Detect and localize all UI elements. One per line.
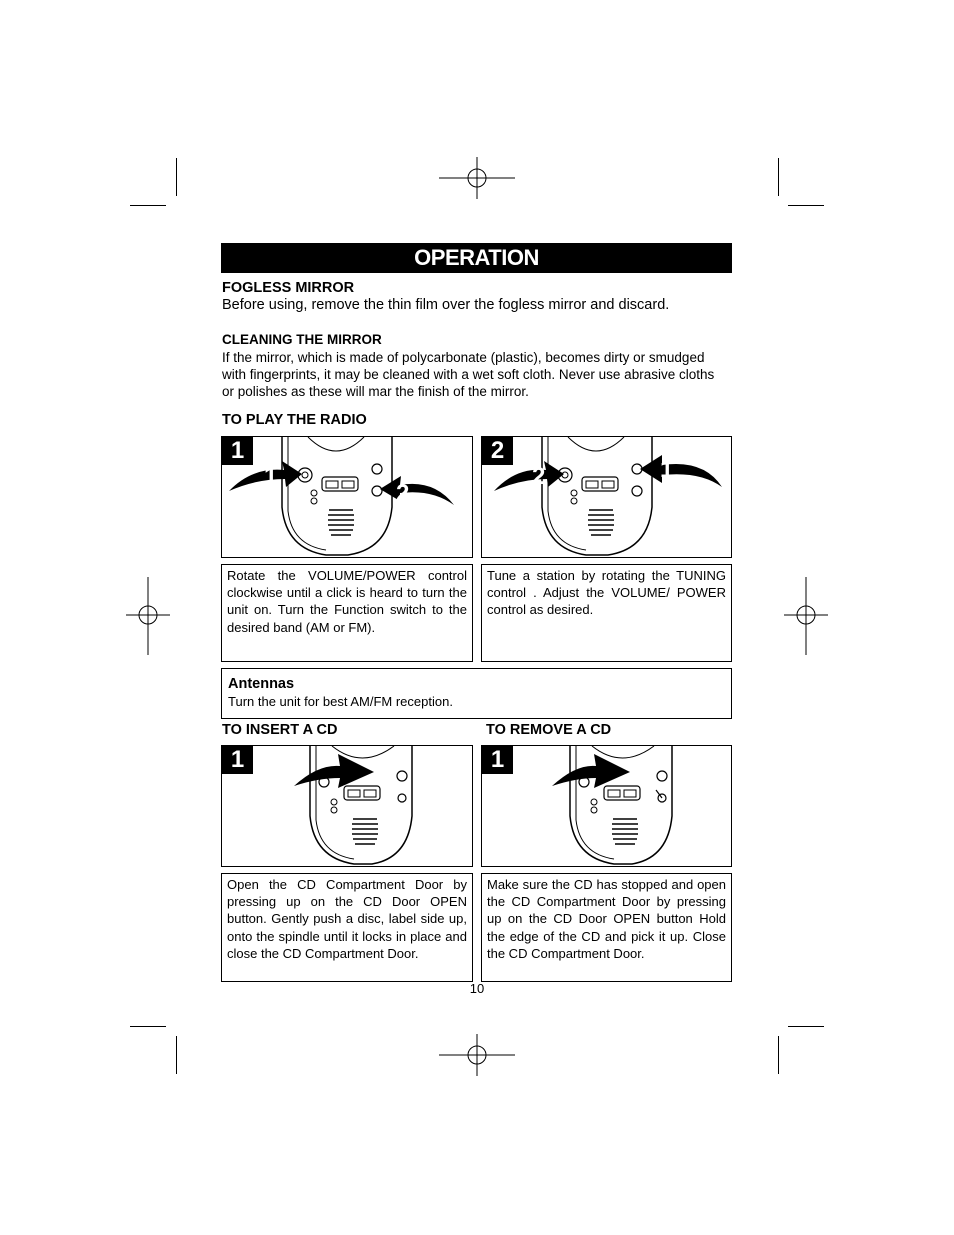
remove-cd-text: Make sure the CD has stopped and open the CD Compartment Door by pressing up on the CD Door OPEN button Hold the edge of the CD and pick it up. Close the CD Compartment Door. [481,873,732,982]
registration-mark-top-icon [437,157,517,199]
insert-cd-text: Open the CD Compartment Door by pressing up on the CD Door OPEN button. Gently push a disc, label side up, onto the spindle until it locks in place and close the CD Compartment Door. [221,873,473,982]
shower-radio-illustration-icon [482,437,732,557]
step-badge: 1 [222,437,253,465]
page-title: OPERATION [221,243,732,273]
cleaning-line-1: If the mirror, which is made of polycarbonate (plastic), becomes dirty or smudged [222,350,705,365]
page-number: 10 [469,981,485,996]
step-badge: 2 [482,437,513,465]
shower-radio-illustration-icon [222,437,472,557]
antennas-box [221,668,732,719]
callout-2: 2 [396,480,410,507]
radio-step-2-figure [481,436,732,558]
callout-1: 1 [264,463,278,490]
radio-step-1-text: Rotate the VOLUME/POWER control clockwise until a click is heard to turn the unit on. Turn the Function switch to the desired band (AM or FM). [221,564,473,662]
fogless-heading: FOGLESS MIRROR [222,280,355,296]
antennas-body: Turn the unit for best AM/FM reception. [228,694,453,709]
antennas-heading: Antennas [228,676,295,692]
callout-2: 2 [532,463,546,490]
step-badge: 1 [222,746,253,774]
cleaning-heading: CLEANING THE MIRROR [222,332,382,347]
radio-step-2-text: Tune a station by rotating the TUNING control . Adjust the VOLUME/ POWER control as desired. [481,564,732,662]
radio-step-1-figure [221,436,473,558]
remove-cd-heading: TO REMOVE A CD [486,722,612,738]
registration-mark-right-icon [784,577,828,657]
radio-heading: TO PLAY THE RADIO [222,412,367,428]
fogless-body: Before using, remove the thin film over the fogless mirror and discard. [222,297,670,313]
shower-radio-cd-illustration-icon [222,746,472,866]
insert-cd-figure [221,745,473,867]
insert-cd-heading: TO INSERT A CD [222,722,338,738]
registration-mark-bottom-icon [437,1034,517,1076]
remove-cd-figure [481,745,732,867]
step-badge: 1 [482,746,513,774]
cleaning-line-3: or polishes as these will mar the finish of the mirror. [222,384,529,399]
cleaning-line-2: with fingerprints, it may be cleaned with a wet soft cloth. Never use abrasive cloths [222,367,715,382]
registration-mark-left-icon [126,577,170,657]
callout-1: 1 [660,456,674,483]
shower-radio-cd-illustration-icon [482,746,732,866]
